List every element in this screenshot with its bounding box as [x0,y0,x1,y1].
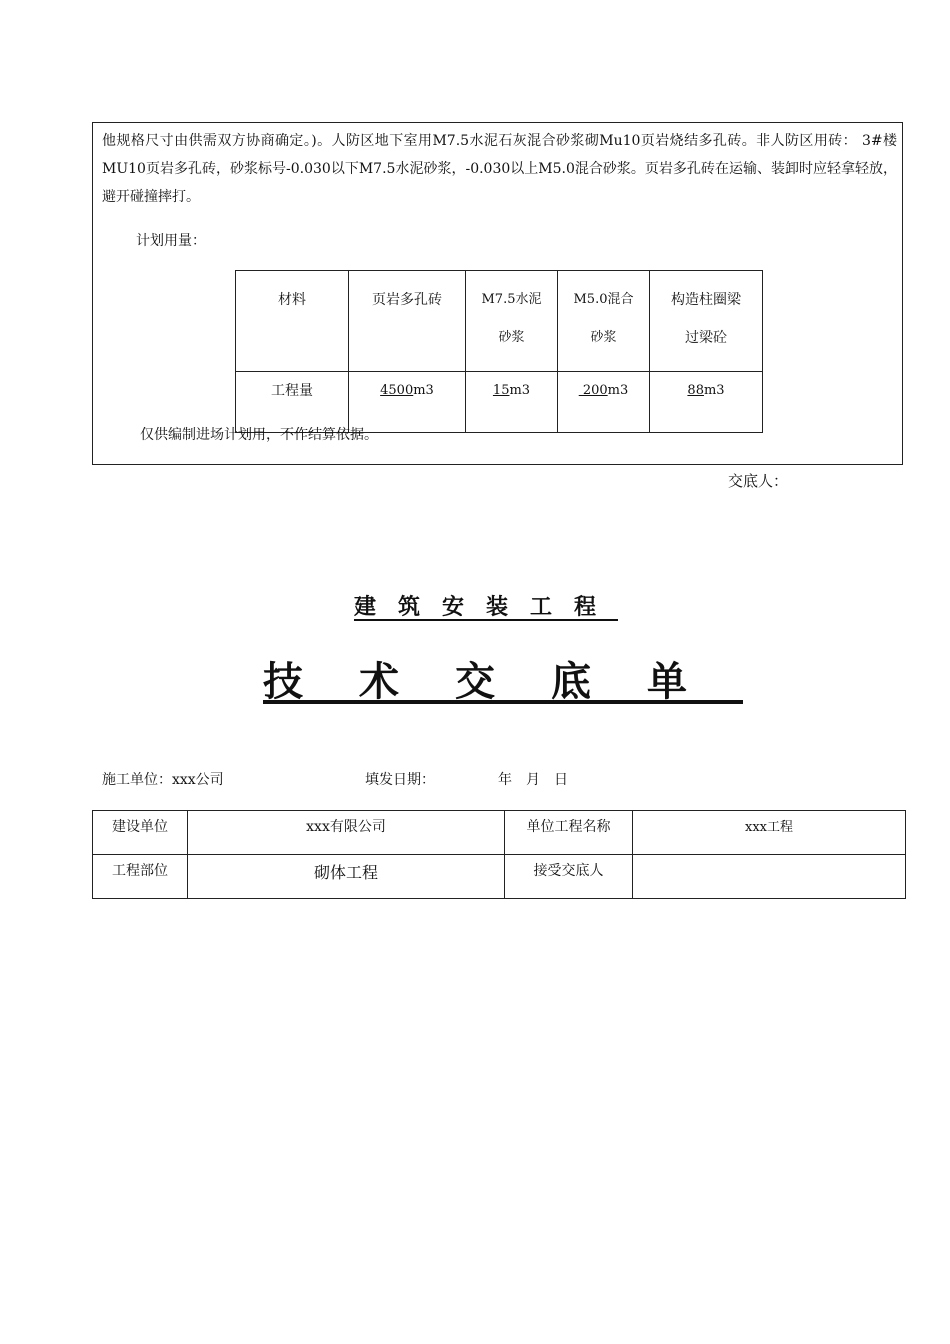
owner-label: 建设单位 [93,811,188,855]
part-value: 砌体工程 [188,855,505,899]
info-table [92,810,906,899]
date-value: 年 月 日 [498,772,568,788]
qty-shale-brick: 4500m3 [349,372,466,433]
header-m75-mortar: M7.5水泥 砂浆 [466,271,558,372]
info-row-1 [93,811,906,855]
receiver-value[interactable] [633,855,906,899]
document-box [92,122,903,465]
plan-label: 计划用量： [136,233,206,249]
signer-label: 交底人： [728,472,789,490]
header-material: 材料 [236,271,349,372]
title-line-1: 建筑安装工程 [353,594,618,620]
header-m50-mortar: M5.0混合 砂浆 [558,271,650,372]
contractor-label: 施工单位： [102,772,172,788]
header-shale-brick: 页岩多孔砖 [349,271,466,372]
plan-header-row [236,271,763,372]
project-value: xxx工程 [633,811,906,855]
info-row-2 [93,855,906,899]
row-label-quantity: 工程量 [236,372,349,433]
title-line-2: 技术交底单 [263,658,743,705]
qty-m75-mortar: 15m3 [466,372,558,433]
owner-value: xxx有限公司 [188,811,505,855]
qty-concrete: 88m3 [650,372,763,433]
plan-note: 仅供编制进场计划用，不作结算依据。 [140,427,378,443]
plan-table [235,270,763,433]
contractor-value: xxx公司 [172,772,224,788]
part-label: 工程部位 [93,855,188,899]
date-label: 填发日期： [365,772,435,788]
qty-m50-mortar: 200m3 [558,372,650,433]
header-concrete: 构造柱圈梁 过梁砼 [650,271,763,372]
project-label: 单位工程名称 [505,811,633,855]
intro-paragraph: 他规格尺寸由供需双方协商确定。)。人防区地下室用M7.5水泥石灰混合砂浆砌Mu10页岩烧结多孔砖。非人防区用砖： 3#楼MU10页岩多孔砖，砂浆标号-0.030以下M7.5水泥砂浆，-0.030以上M5.0混合砂浆。页岩多孔砖在运输、装卸时应轻拿轻放，避开碰撞摔打。 [102,133,897,205]
receiver-label: 接受交底人 [505,855,633,899]
